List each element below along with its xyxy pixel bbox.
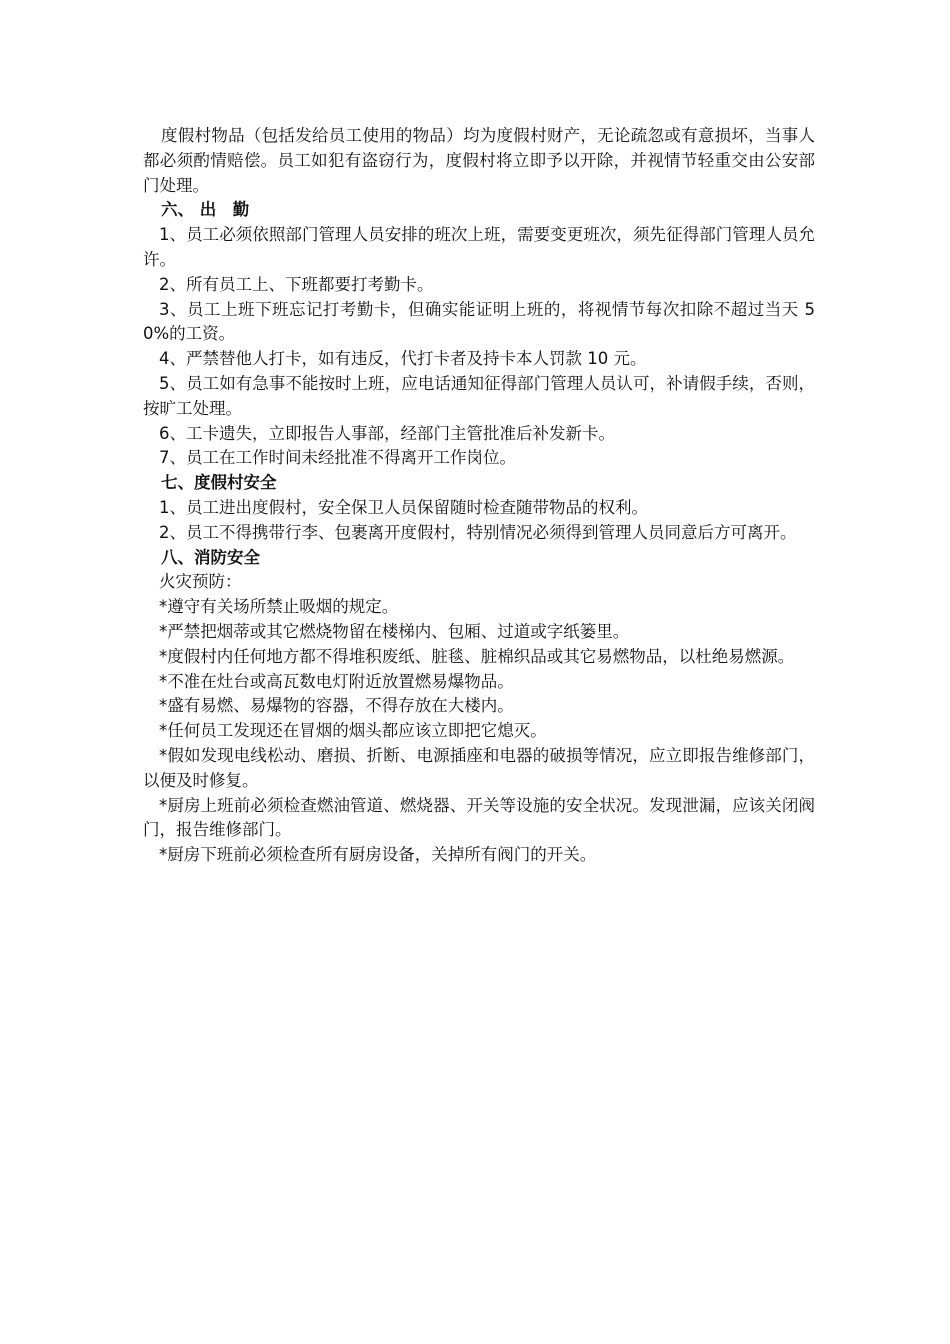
fire-safety-item: *严禁把烟蒂或其它燃烧物留在楼梯内、包厢、过道或字纸篓里。 [159,621,630,641]
fire-safety-item: *厨房下班前必须检查所有厨房设备，关掉所有阀门的开关。 [159,845,597,865]
fire-safety-item: *任何员工发现还在冒烟的烟头都应该立即把它熄灭。 [159,721,547,741]
section-heading-attendance: 六、 出 勤 [161,200,250,220]
attendance-item: 4、严禁替他人打卡，如有违反，代打卡者及持卡本人罚款 10 元。 [159,349,647,369]
fire-safety-item: *假如发现电线松动、磨损、折断、电源插座和电器的破损等情况，应立即报告维修部门，以便及时修复。 [143,745,815,790]
fire-safety-item: *盛有易燃、易爆物的容器，不得存放在大楼内。 [159,696,514,716]
attendance-item: 2、所有员工上、下班都要打考勤卡。 [159,274,434,294]
security-item: 1、员工进出度假村，安全保卫人员保留随时检查随带物品的权利。 [159,497,648,517]
attendance-item: 1、员工必须依照部门管理人员安排的班次上班，需要变更班次，须先征得部门管理人员允许。 [143,225,815,269]
intro-paragraph: 度假村物品（包括发给员工使用的物品）均为度假村财产，无论疏忽或有意损坏，当事人都必须酌情赔偿。员工如犯有盗窃行为，度假村将立即予以开除，并视情节轻重交由公安部门处理。 [143,126,815,195]
fire-prevention-subheading: 火灾预防： [159,572,242,592]
fire-safety-item: *厨房上班前必须检查燃油管道、燃烧器、开关等设施的安全状况。发现泄漏，应该关闭阀门，报告维修部门。 [143,795,815,840]
attendance-item: 7、员工在工作时间未经批准不得离开工作岗位。 [159,448,516,468]
attendance-item: 6、工卡遗失，立即报告人事部，经部门主管批准后补发新卡。 [159,423,615,443]
document-page [143,124,815,868]
fire-safety-item: *遵守有关场所禁止吸烟的规定。 [159,597,399,617]
attendance-item: 5、员工如有急事不能按时上班，应电话通知征得部门管理人员认可，补请假手续，否则，按旷工处理。 [143,373,815,418]
section-heading-resort-security: 七、度假村安全 [161,473,277,493]
attendance-item: 3、员工上班下班忘记打考勤卡，但确实能证明上班的，将视情节每次扣除不超过当天 50%的工资。 [143,299,815,344]
fire-safety-item: *度假村内任何地方都不得堆积废纸、脏毯、脏棉织品或其它易燃物品，以杜绝易燃源。 [159,646,795,666]
section-heading-fire-safety: 八、消防安全 [161,547,260,567]
security-item: 2、员工不得携带行李、包裹离开度假村，特别情况必须得到管理人员同意后方可离开。 [159,522,797,542]
fire-safety-item: *不准在灶台或高瓦数电灯附近放置燃易爆物品。 [159,671,514,691]
